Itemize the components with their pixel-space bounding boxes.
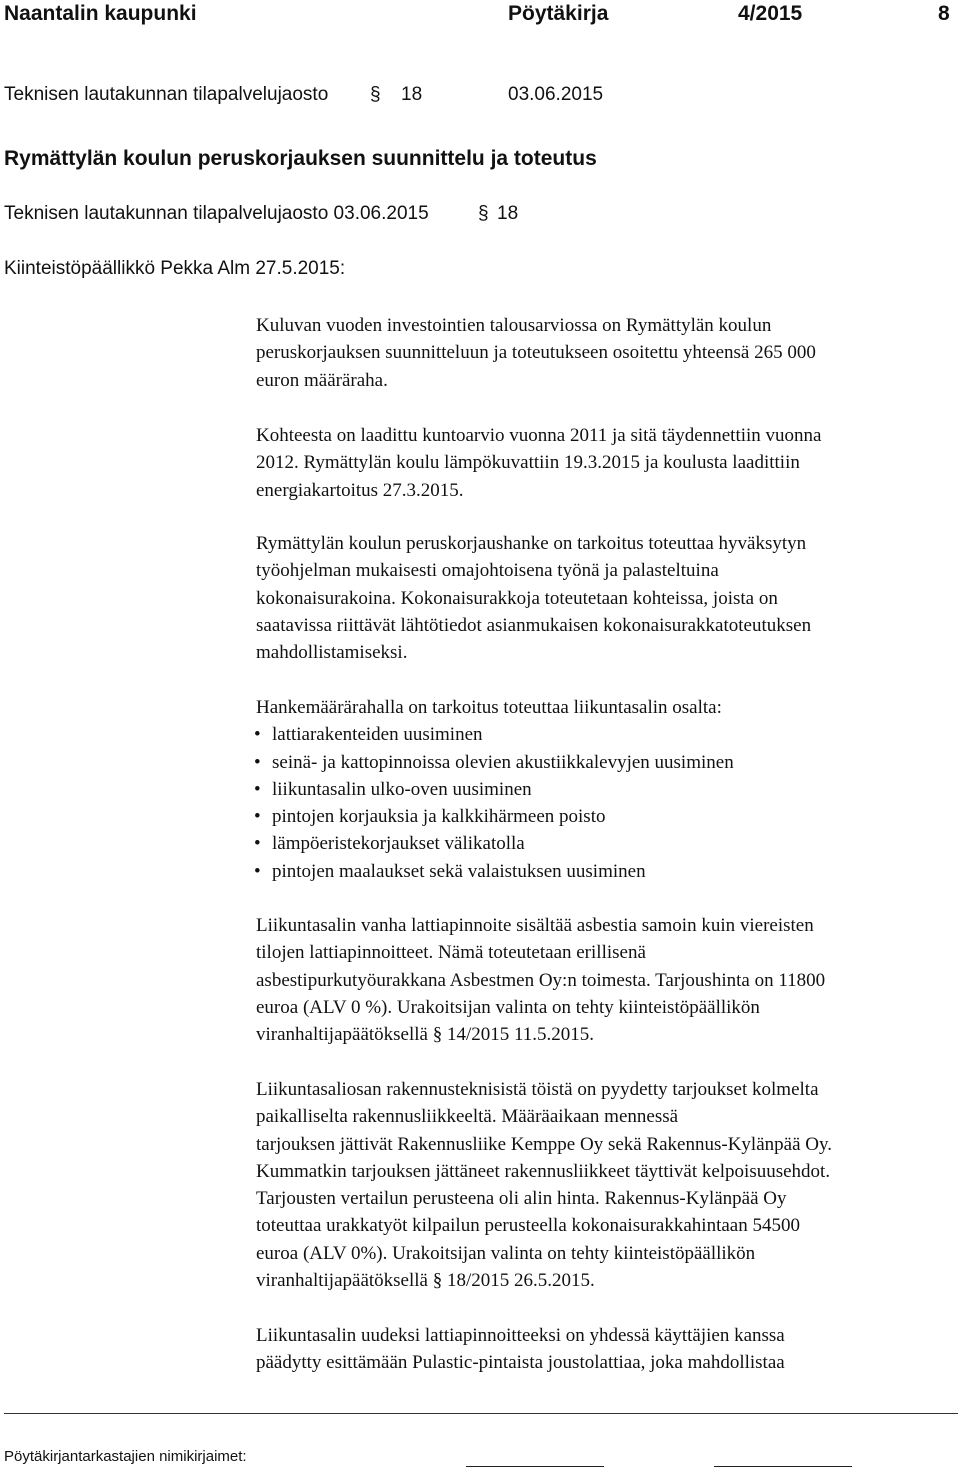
meeting-section: 18 <box>401 84 423 105</box>
signature-line <box>466 1466 604 1467</box>
paragraph-line: viranhaltijapäätöksellä § 14/2015 11.5.2015. <box>256 1024 595 1046</box>
list-item: • lämpöeristekorjaukset välikatolla <box>254 830 734 857</box>
presenter-line: Kiinteistöpäällikkö Pekka Alm 27.5.2015: <box>4 258 346 279</box>
paragraph-line: energiakartoitus 27.3.2015. <box>256 479 464 501</box>
footer-label: Pöytäkirjantarkastajien nimikirjaimet: <box>4 1448 247 1465</box>
paragraph-line: tarjouksen jättivät Rakennusliike Kemppe Oy sekä Rakennus-Kylänpää Oy. <box>256 1133 833 1155</box>
list-item: • liikuntasalin ulko-oven uusiminen <box>254 776 734 803</box>
paragraph-line: kokonaisurakoina. Kokonaisurakkoja toteutetaan kohteissa, joista on <box>256 587 778 609</box>
meeting-date: 03.06.2015 <box>508 84 604 105</box>
paragraph-line: työohjelman mukaisesti omajohtoisena työnä ja palasteltuina <box>256 560 719 582</box>
scope-list <box>254 721 734 885</box>
meeting-line <box>4 84 328 106</box>
paragraph-line: 2012. Rymättylän koulu lämpökuvattiin 19.3.2015 ja koulusta laadittiin <box>256 452 800 474</box>
paragraph-line: asbestipurkutyöurakkana Asbestmen Oy:n toimesta. Tarjoushinta on 11800 <box>256 969 826 991</box>
paragraph-budget <box>256 312 816 394</box>
paragraph-line: toteuttaa urakkatyöt kilpailun perusteella kokonaisurakkahintaan 54500 <box>256 1215 800 1237</box>
list-item: • seinä- ja kattopinnoissa olevien akustiikkalevyjen uusiminen <box>254 749 734 776</box>
page-title: Rymättylän koulun peruskorjauksen suunnittelu ja toteutus <box>4 147 597 170</box>
paragraph-flooring <box>256 1322 785 1377</box>
paragraph-line: Rymättylän koulun peruskorjaushanke on tarkoitus toteuttaa hyväksytyn <box>256 533 807 554</box>
document-number: 4/2015 <box>738 2 803 25</box>
paragraph-scope <box>256 694 734 885</box>
paragraph-line: Kohteesta on laadittu kuntoarvio vuonna 2011 ja sitä täydennettiin vuonna <box>256 425 822 446</box>
paragraph-assessment <box>256 422 821 504</box>
paragraph-asbestos <box>256 912 825 1048</box>
paragraph-line: Tarjousten vertailun perusteena oli alin hinta. Rakennus-Kylänpää Oy <box>256 1188 787 1210</box>
scope-intro: Hankemäärärahalla on tarkoitus toteuttaa liikuntasalin osalta: <box>256 697 722 718</box>
paragraph-tenders <box>256 1076 832 1294</box>
page-number: 8 <box>938 2 950 25</box>
paragraph-line: peruskorjauksen suunnitteluun ja toteutukseen osoitettu yhteensä 265 000 <box>256 342 816 364</box>
list-item: • pintojen maalaukset sekä valaistuksen uusiminen <box>254 858 734 885</box>
footer-divider <box>4 1413 958 1414</box>
paragraph-line: Liikuntasaliosan rakennusteknisistä töistä on pyydetty tarjoukset kolmelta <box>256 1079 819 1100</box>
list-item: • lattiarakenteiden uusiminen <box>254 721 734 748</box>
paragraph-line: euron määräraha. <box>256 369 388 391</box>
paragraph-line: euroa (ALV 0 %). Urakoitsijan valinta on tehty kiinteistöpäällikön <box>256 996 760 1018</box>
paragraph-line: Liikuntasalin vanha lattiapinnoite sisältää asbestia samoin kuin viereisten <box>256 915 814 936</box>
paragraph-line: paikalliselta rakennusliikkeeltä. Määräaikaan mennessä <box>256 1106 679 1128</box>
paragraph-line: päädytty esittämään Pulastic-pintaista joustolattiaa, joka mahdollistaa <box>256 1352 785 1374</box>
paragraph-line: tilojen lattiapinnoitteet. Nämä toteutetaan erillisenä <box>256 942 646 964</box>
paragraph-line: Kuluvan vuoden investointien talousarviossa on Rymättylän koulun <box>256 315 772 336</box>
meeting-body: Teknisen lautakunnan tilapalvelujaosto <box>4 84 329 105</box>
paragraph-line: Liikuntasalin uudeksi lattiapinnoitteeksi on yhdessä käyttäjien kanssa <box>256 1325 785 1346</box>
paragraph-line: saatavissa riittävät lähtötiedot asianmukaisen kokonaisurakkatoteutuksen <box>256 614 812 636</box>
reference-line: Teknisen lautakunnan tilapalvelujaosto 03.06.2015 <box>4 203 429 224</box>
municipality-name: Naantalin kaupunki <box>4 2 197 25</box>
list-item: • pintojen korjauksia ja kalkkihärmeen poisto <box>254 803 734 830</box>
reference-section-sign: § <box>478 203 489 224</box>
paragraph-line: euroa (ALV 0%). Urakoitsijan valinta on tehty kiinteistöpäällikön <box>256 1242 756 1264</box>
reference-section: 18 <box>497 203 519 224</box>
signature-line <box>714 1466 852 1467</box>
document-type: Pöytäkirja <box>508 2 609 25</box>
paragraph-project-plan <box>256 530 811 666</box>
paragraph-line: mahdollistamiseksi. <box>256 642 408 664</box>
section-sign: § <box>370 84 381 105</box>
paragraph-line: viranhaltijapäätöksellä § 18/2015 26.5.2015. <box>256 1270 595 1292</box>
paragraph-line: Kummatkin tarjouksen jättäneet rakennusliikkeet täyttivät kelpoisuusehdot. <box>256 1160 831 1182</box>
